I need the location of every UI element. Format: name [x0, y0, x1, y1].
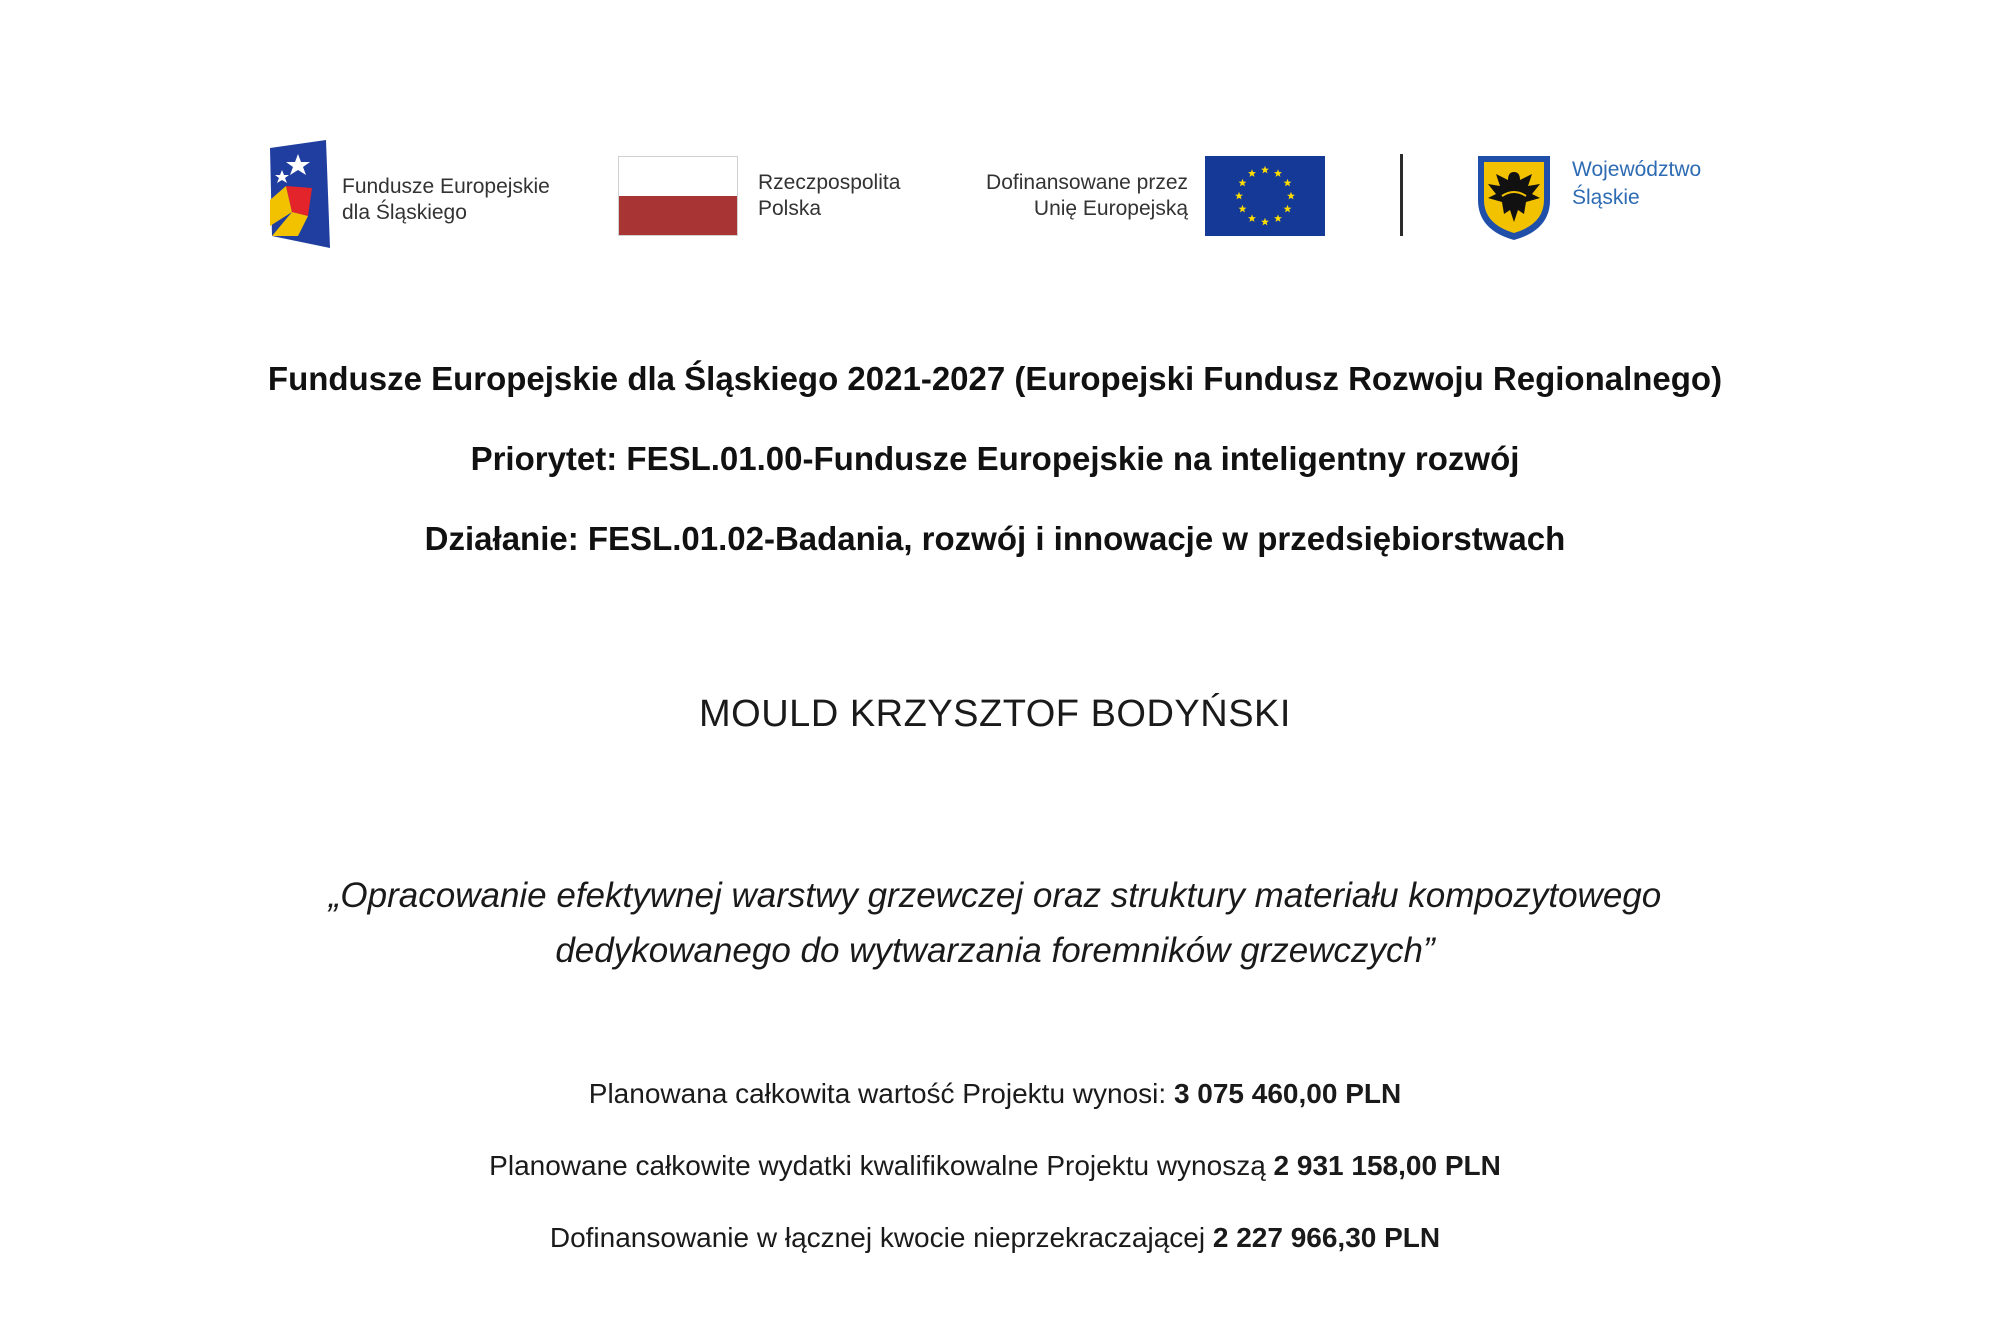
eu-star-icon	[1284, 179, 1292, 187]
eu-star-icon	[1274, 169, 1282, 177]
beneficiary-name: MOULD KRZYSZTOF BODYŃSKI	[699, 693, 1291, 735]
financing-total-label: Planowana całkowita wartość Projektu wynosi:	[588, 1078, 1174, 1109]
eu-star-icon	[1235, 192, 1243, 200]
eu-logo-text	[960, 170, 1188, 222]
fe-logo-text	[342, 174, 550, 226]
eu-star-icon	[1261, 166, 1269, 174]
wojewodztwo-slaskie-logo	[1474, 152, 1754, 242]
financing-cofinancing-value: 2 227 966,30 PLN	[1212, 1222, 1441, 1253]
eu-star-icon	[1274, 214, 1282, 222]
program-priority: Priorytet: FESL.01.00-Fundusze Europejskie na inteligentny rozwój	[470, 440, 1520, 477]
financing-cofinancing-label: Dofinansowanie w łącznej kwocie nieprzekraczającej	[549, 1222, 1213, 1253]
logo-strip	[0, 130, 1990, 260]
pl-logo-line1: Rzeczpospolita	[758, 171, 901, 194]
eu-star-icon	[1238, 179, 1246, 187]
eu-star-icon	[1261, 218, 1269, 226]
fundusze-europejskie-logo	[268, 140, 588, 250]
eu-logo-line1: Dofinansowane przez	[986, 171, 1188, 194]
eu-cofinancing-logo	[960, 156, 1340, 236]
sl-logo-text	[1572, 156, 1701, 212]
financing-cofinancing	[0, 1222, 1990, 1254]
program-action: Działanie: FESL.01.02-Badania, rozwój i innowacje w przedsiębiorstwach	[424, 520, 1566, 557]
project-title	[0, 868, 1990, 978]
financing-eligible-label: Planowane całkowite wydatki kwalifikowalne Projektu wynoszą	[489, 1150, 1274, 1181]
financing-total	[0, 1078, 1990, 1110]
fe-flag-icon	[268, 140, 332, 250]
project-title-line1: „Opracowanie efektywnej warstwy grzewczej oraz struktury materiału kompozytowego	[328, 876, 1662, 915]
logo-divider	[1400, 154, 1403, 236]
eu-flag-icon	[1205, 156, 1325, 236]
eu-logo-line2: Unię Europejską	[1033, 197, 1188, 220]
fe-logo-line2: dla Śląskiego	[342, 201, 467, 224]
financing-eligible	[0, 1150, 1990, 1182]
pl-logo-text	[758, 170, 900, 222]
financing-total-value: 3 075 460,00 PLN	[1173, 1078, 1402, 1109]
eu-star-icon	[1248, 169, 1256, 177]
program-title: Fundusze Europejskie dla Śląskiego 2021-2027 (Europejski Fundusz Rozwoju Regionalnego)	[267, 360, 1723, 397]
project-title-line2: dedykowanego do wytwarzania foremników grzewczych”	[555, 931, 1435, 970]
silesia-eagle-icon	[1474, 152, 1554, 242]
eu-stars-icon	[1205, 156, 1325, 236]
rzeczpospolita-polska-logo	[618, 156, 938, 236]
fe-logo-line1: Fundusze Europejskie	[342, 175, 550, 198]
polish-flag-icon	[618, 156, 738, 236]
sl-logo-line2: Śląskie	[1572, 186, 1640, 209]
pl-logo-line2: Polska	[758, 197, 822, 220]
eu-star-icon	[1238, 205, 1246, 213]
eu-star-icon	[1248, 214, 1256, 222]
eu-star-icon	[1287, 192, 1295, 200]
eu-star-icon	[1284, 205, 1292, 213]
financing-eligible-value: 2 931 158,00 PLN	[1273, 1150, 1501, 1181]
sl-logo-line1: Województwo	[1572, 158, 1702, 181]
